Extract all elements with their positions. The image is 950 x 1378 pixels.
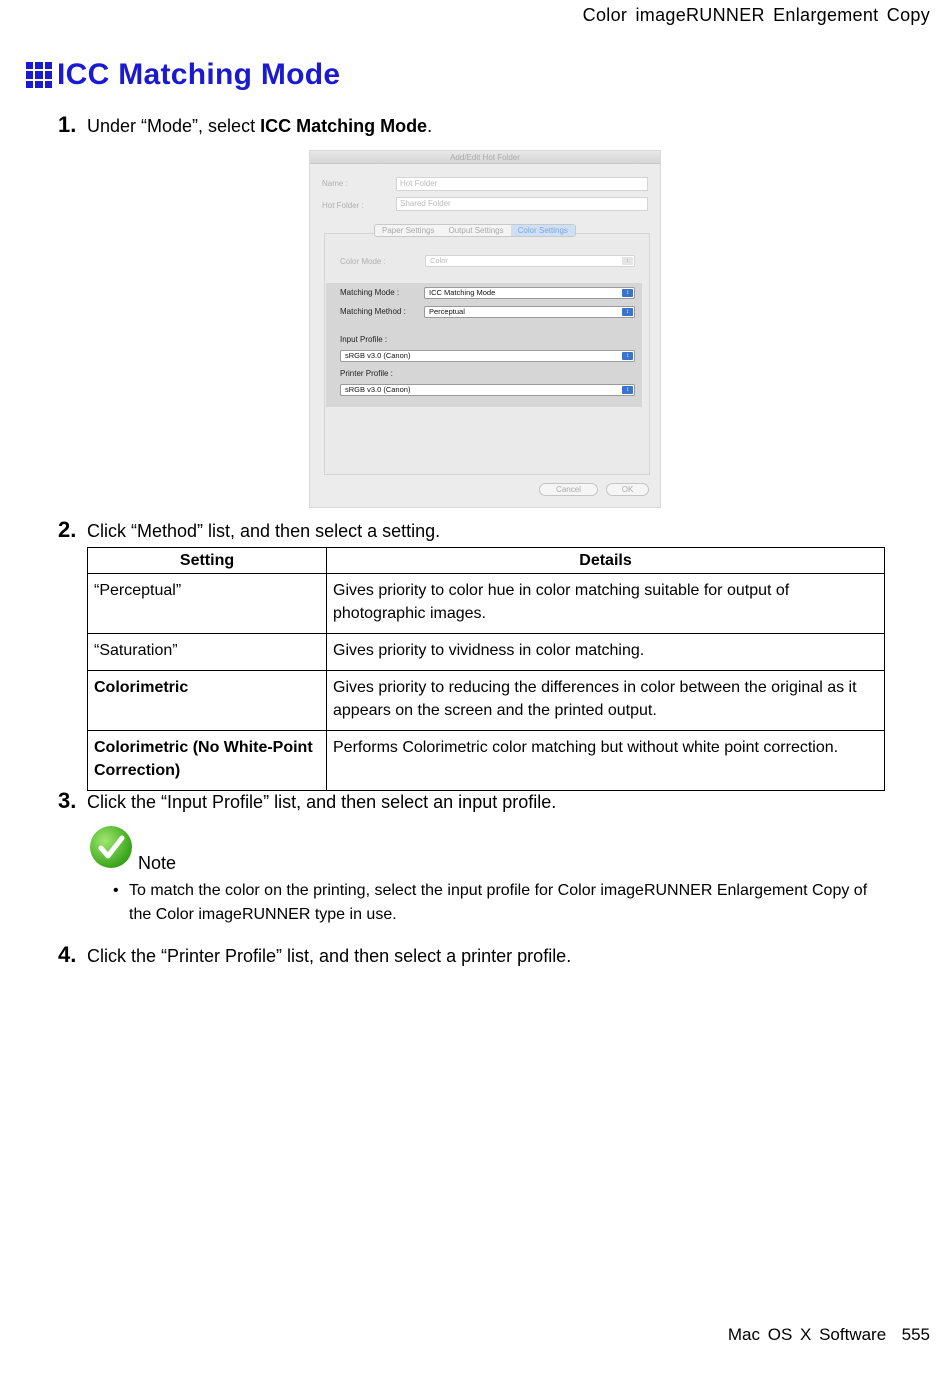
running-header: Color imageRUNNER Enlargement Copy	[582, 5, 930, 25]
ok-button[interactable]: OK	[606, 483, 649, 496]
matching-method-label: Matching Method :	[340, 307, 406, 316]
chevron-updown-icon: ↕	[622, 308, 633, 316]
settings-tabs	[374, 224, 576, 237]
chevron-updown-icon: ↕	[622, 289, 633, 297]
hot-folder-input[interactable]: Shared Folder	[396, 197, 648, 211]
page-footer	[728, 1325, 930, 1345]
input-profile-select[interactable]: sRGB v3.0 (Canon) ↕	[340, 350, 635, 362]
step-text: Click the “Printer Profile” list, and then select a printer profile.	[87, 946, 572, 966]
note-bullet	[113, 879, 873, 927]
table-cell-setting: “Saturation”	[88, 634, 327, 671]
cancel-button[interactable]: Cancel	[539, 483, 598, 496]
step-text: Under “Mode”, select ICC Matching Mode.	[87, 116, 433, 136]
hot-folder-dialog-screenshot	[309, 150, 661, 508]
table-header: Setting	[88, 548, 327, 574]
matching-mode-label: Matching Mode :	[340, 288, 400, 297]
note-text: To match the color on the printing, select the input profile for Color imageRUNNER Enlargement Copy of the Color imageRUNNER type in use.	[129, 882, 868, 923]
table-cell-details: Gives priority to color hue in color matching suitable for output of photographic images.	[327, 574, 885, 634]
table-cell-setting: Colorimetric	[88, 671, 327, 731]
printer-profile-select[interactable]: sRGB v3.0 (Canon) ↕	[340, 384, 635, 396]
tab-output-settings[interactable]: Output Settings	[448, 226, 504, 235]
bullet-icon: •	[113, 882, 119, 899]
note-label: Note	[138, 853, 177, 873]
table-cell-setting: “Perceptual”	[88, 574, 327, 634]
step-number: 2.	[58, 517, 77, 542]
chevron-updown-icon: ↕	[622, 257, 633, 265]
table-row	[88, 634, 885, 671]
table-cell-details: Performs Colorimetric color matching but without white point correction.	[327, 731, 885, 791]
matching-method-table	[87, 547, 885, 791]
printer-profile-label: Printer Profile :	[340, 369, 393, 378]
hot-folder-label: Hot Folder :	[322, 201, 364, 210]
tab-paper-settings[interactable]: Paper Settings	[382, 226, 435, 235]
dialog-title: Add/Edit Hot Folder	[310, 151, 660, 164]
matching-mode-select[interactable]: ICC Matching Mode ↕	[424, 287, 635, 299]
table-header-row	[88, 548, 885, 574]
table-row	[88, 671, 885, 731]
color-mode-label: Color Mode :	[340, 257, 386, 266]
step-number: 4.	[58, 942, 77, 967]
footer-section: Mac OS X Software	[727, 1325, 887, 1344]
table-cell-details: Gives priority to vividness in color matching.	[327, 634, 885, 671]
grid-icon	[26, 62, 52, 88]
matching-method-select[interactable]: Perceptual ↕	[424, 306, 635, 318]
color-mode-select[interactable]: Color ↕	[425, 255, 635, 267]
note-check-icon	[90, 826, 132, 868]
step-text: Click the “Input Profile” list, and then select an input profile.	[87, 792, 557, 812]
step-3	[58, 788, 556, 814]
chevron-updown-icon: ↕	[622, 352, 633, 360]
section-title: ICC Matching Mode	[57, 58, 341, 91]
table-row	[88, 574, 885, 634]
table-row	[88, 731, 885, 791]
step-number: 1.	[58, 112, 77, 137]
input-profile-label: Input Profile :	[340, 335, 388, 344]
page-number: 555	[901, 1325, 930, 1344]
table-cell-setting: Colorimetric (No White-Point Correction)	[88, 731, 327, 791]
matching-group	[326, 283, 642, 407]
step-1	[58, 112, 432, 138]
name-label: Name :	[322, 179, 348, 188]
section-heading	[26, 58, 340, 92]
tab-color-settings[interactable]: Color Settings	[511, 225, 575, 236]
name-input[interactable]: Hot Folder	[396, 177, 648, 191]
chevron-updown-icon: ↕	[622, 386, 633, 394]
table-header: Details	[327, 548, 885, 574]
table-cell-details: Gives priority to reducing the differences in color between the original as it appears on the screen and the printed output.	[327, 671, 885, 731]
step-text: Click “Method” list, and then select a setting.	[87, 521, 441, 541]
step-4	[58, 942, 571, 968]
step-number: 3.	[58, 788, 77, 813]
step-2	[58, 517, 440, 543]
